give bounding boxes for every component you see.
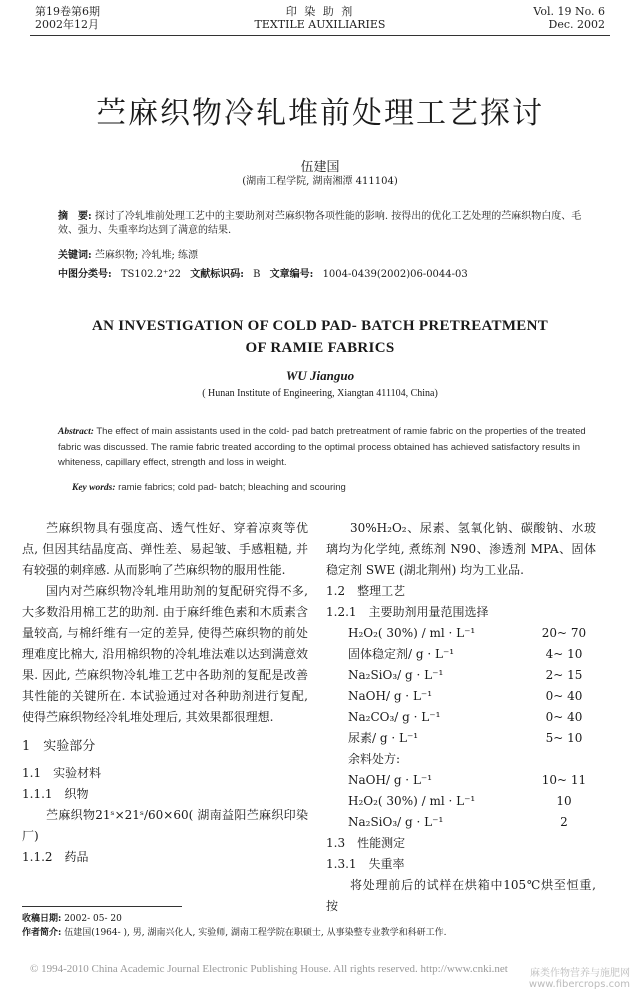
- range-row: [326, 665, 596, 686]
- section-1-heading: 1 实验部分: [22, 739, 96, 754]
- keywords-cn-label: 关键词:: [58, 250, 92, 261]
- range-value: 2~ 15: [545, 668, 583, 682]
- issue-number: 第19卷第6期: [35, 5, 100, 18]
- remaining-name: H₂O₂( 30%) / ml · L⁻¹: [348, 794, 476, 808]
- section-1-2-heading: 1.2 整理工艺: [326, 584, 406, 598]
- loss-paragraph: 将处理前后的试样在烘箱中105℃烘至恒重, 按: [326, 878, 596, 913]
- range-value: 4~ 10: [545, 647, 583, 661]
- journal-name-en: TEXTILE AUXILIARIES: [254, 18, 386, 31]
- range-value: 0~ 40: [545, 710, 583, 724]
- abstract-en-label: Abstract:: [58, 427, 94, 437]
- journal-name-cn: 印 染 助 剂: [285, 5, 355, 18]
- range-name: H₂O₂( 30%) / ml · L⁻¹: [348, 626, 476, 640]
- issue-date-en: Dec. 2002: [548, 18, 605, 31]
- range-name: NaOH/ g · L⁻¹: [348, 689, 433, 703]
- left-column: [22, 518, 308, 868]
- abstract-cn-label: 摘 要:: [58, 211, 92, 222]
- affiliation-en: ( Hunan Institute of Engineering, Xiangtan 411104, China): [202, 388, 438, 399]
- abstract-cn: [58, 210, 590, 238]
- bio-value: 伍建国(1964- ), 男, 湖南兴化人, 实验师, 湖南工程学院在职硕士, 从事染整专业教学和科研工作.: [64, 928, 447, 938]
- keywords-cn-text: 苎麻织物; 冷轧堆; 练漂: [94, 250, 198, 261]
- watermark-cn: 麻类作物营养与施肥网: [530, 968, 630, 979]
- remaining-name: NaOH/ g · L⁻¹: [348, 773, 433, 787]
- abstract-cn-text: 探讨了冷轧堆前处理工艺中的主要助剂对苎麻织物各项性能的影响. 按得出的优化工艺处理的苎麻织物白度、毛效、强力、失重率均达到了满意的结果.: [58, 211, 582, 236]
- keywords-en: [72, 482, 592, 493]
- remaining-row: [326, 812, 596, 833]
- issue-date: 2002年12月: [35, 18, 99, 31]
- section-1-1-2-heading: 1.1.2 药品: [22, 850, 89, 864]
- range-value: 5~ 10: [545, 731, 583, 745]
- clc-value: TS102.2⁺22: [120, 269, 182, 280]
- section-1-3-1-heading: 1.3.1 失重率: [326, 857, 405, 871]
- classification-line: [58, 268, 590, 282]
- section-1-2-1-heading: 1.2.1 主要助剂用量范围选择: [326, 605, 489, 619]
- article-number-value: 1004-0439(2002)06-0044-03: [322, 269, 468, 280]
- received-date: [22, 912, 602, 926]
- range-name: 尿素/ g · L⁻¹: [348, 731, 419, 745]
- watermark-url: www.fibercrops.com: [528, 979, 630, 990]
- footnote-rule: [22, 906, 182, 907]
- range-row: [326, 707, 596, 728]
- bio-label: 作者简介:: [22, 928, 62, 938]
- keywords-en-text: ramie fabrics; cold pad- batch; bleaching and scouring: [115, 482, 346, 493]
- remaining-name: Na₂SiO₃/ g · L⁻¹: [348, 815, 444, 829]
- remaining-row: [326, 770, 596, 791]
- volume-info: Vol. 19 No. 6: [533, 5, 605, 18]
- received-label: 收稿日期:: [22, 914, 62, 924]
- remaining-value: 2: [560, 815, 568, 829]
- title-en: [0, 315, 640, 359]
- title-cn: 苎麻织物冷轧堆前处理工艺探讨: [96, 96, 544, 131]
- author-bio: [22, 926, 602, 940]
- range-row: [326, 686, 596, 707]
- section-1-1-1-heading: 1.1.1 织物: [22, 787, 89, 801]
- received-value: 2002- 05- 20: [64, 914, 122, 924]
- range-row: [326, 644, 596, 665]
- header-right: [533, 5, 605, 31]
- range-row: [326, 623, 596, 644]
- abstract-en: [58, 424, 590, 470]
- chemicals-paragraph: 30%H₂O₂、尿素、氢氧化钠、碳酸钠、水玻璃均为化学纯, 煮练剂 N90、渗透剂 MPA、固体稳定剂 SWE (湖北荆州) 均为工业品.: [326, 521, 596, 577]
- remaining-value: 10~ 11: [541, 773, 587, 787]
- title-en-line2: OF RAMIE FABRICS: [245, 340, 395, 356]
- range-value: 20~ 70: [541, 626, 587, 640]
- article-number-label: 文章编号:: [269, 269, 314, 280]
- keywords-cn: [58, 249, 590, 263]
- range-row: [326, 728, 596, 749]
- remaining-row: [326, 791, 596, 812]
- range-name: 固体稳定剂/ g · L⁻¹: [348, 647, 455, 661]
- doc-code-label: 文献标识码:: [190, 269, 244, 280]
- header-rule: [30, 35, 610, 36]
- intro-paragraph-2: 国内对苎麻织物冷轧堆用助剂的复配研究得不多, 大多数沿用棉工艺的助剂. 由于麻纤维色素和木质素含量较高, 与棉纤维有一定的差异, 使得苎麻织物的前处理难度比棉大, 沿用棉织物的冷轧堆法难以达到满意效果. 因此, 苎麻织物冷轧堆工艺中各助剂的复配是改善其性能的关键所在. 本试验通过对各种助剂进行复配, 使得苎麻织物经冷轧堆处理后, 其效果都很理想.: [22, 584, 308, 724]
- remaining-recipe-label: 余料处方:: [348, 752, 401, 766]
- section-1-3-heading: 1.3 性能测定: [326, 836, 406, 850]
- copyright-line: © 1994-2010 China Academic Journal Electronic Publishing House. All rights reserved. http://www.cnki.net: [30, 963, 508, 975]
- section-1-1-heading: 1.1 实验材料: [22, 766, 102, 780]
- author-en: WU Jianguo: [285, 368, 355, 383]
- author-cn: 伍建国: [300, 160, 340, 175]
- range-name: Na₂CO₃/ g · L⁻¹: [348, 710, 441, 724]
- affiliation-cn: (湖南工程学院, 湖南湘潭 411104): [242, 176, 398, 187]
- range-name: Na₂SiO₃/ g · L⁻¹: [348, 668, 444, 682]
- remaining-value: 10: [556, 794, 572, 808]
- right-column: [326, 518, 596, 917]
- clc-label: 中图分类号:: [58, 269, 112, 280]
- range-value: 0~ 40: [545, 689, 583, 703]
- fabric-description: 苎麻织物21ˢ×21ˢ/60×60( 湖南益阳苎麻织印染厂): [22, 808, 308, 843]
- title-en-line1: AN INVESTIGATION OF COLD PAD- BATCH PRETREATMENT: [91, 318, 549, 334]
- keywords-en-label: Key words:: [72, 483, 116, 493]
- range-list: [326, 623, 596, 749]
- intro-paragraph-1: 苎麻织物具有强度高、透气性好、穿着凉爽等优点, 但因其结晶度高、弹性差、易起皱、手感粗糙, 并有较强的刺痒感. 从而影响了苎麻织物的服用性能.: [22, 521, 308, 577]
- doc-code-value: B: [253, 269, 261, 280]
- remaining-list: [326, 770, 596, 833]
- abstract-en-text: The effect of main assistants used in the cold- pad batch pretreatment of ramie fabric on the properties of the treated fabric was discussed. The ramie fabric treated according to the optimal process obtained has achieved satisfactory results in whiteness, capillary effect, strength and loss in weight.: [58, 426, 586, 468]
